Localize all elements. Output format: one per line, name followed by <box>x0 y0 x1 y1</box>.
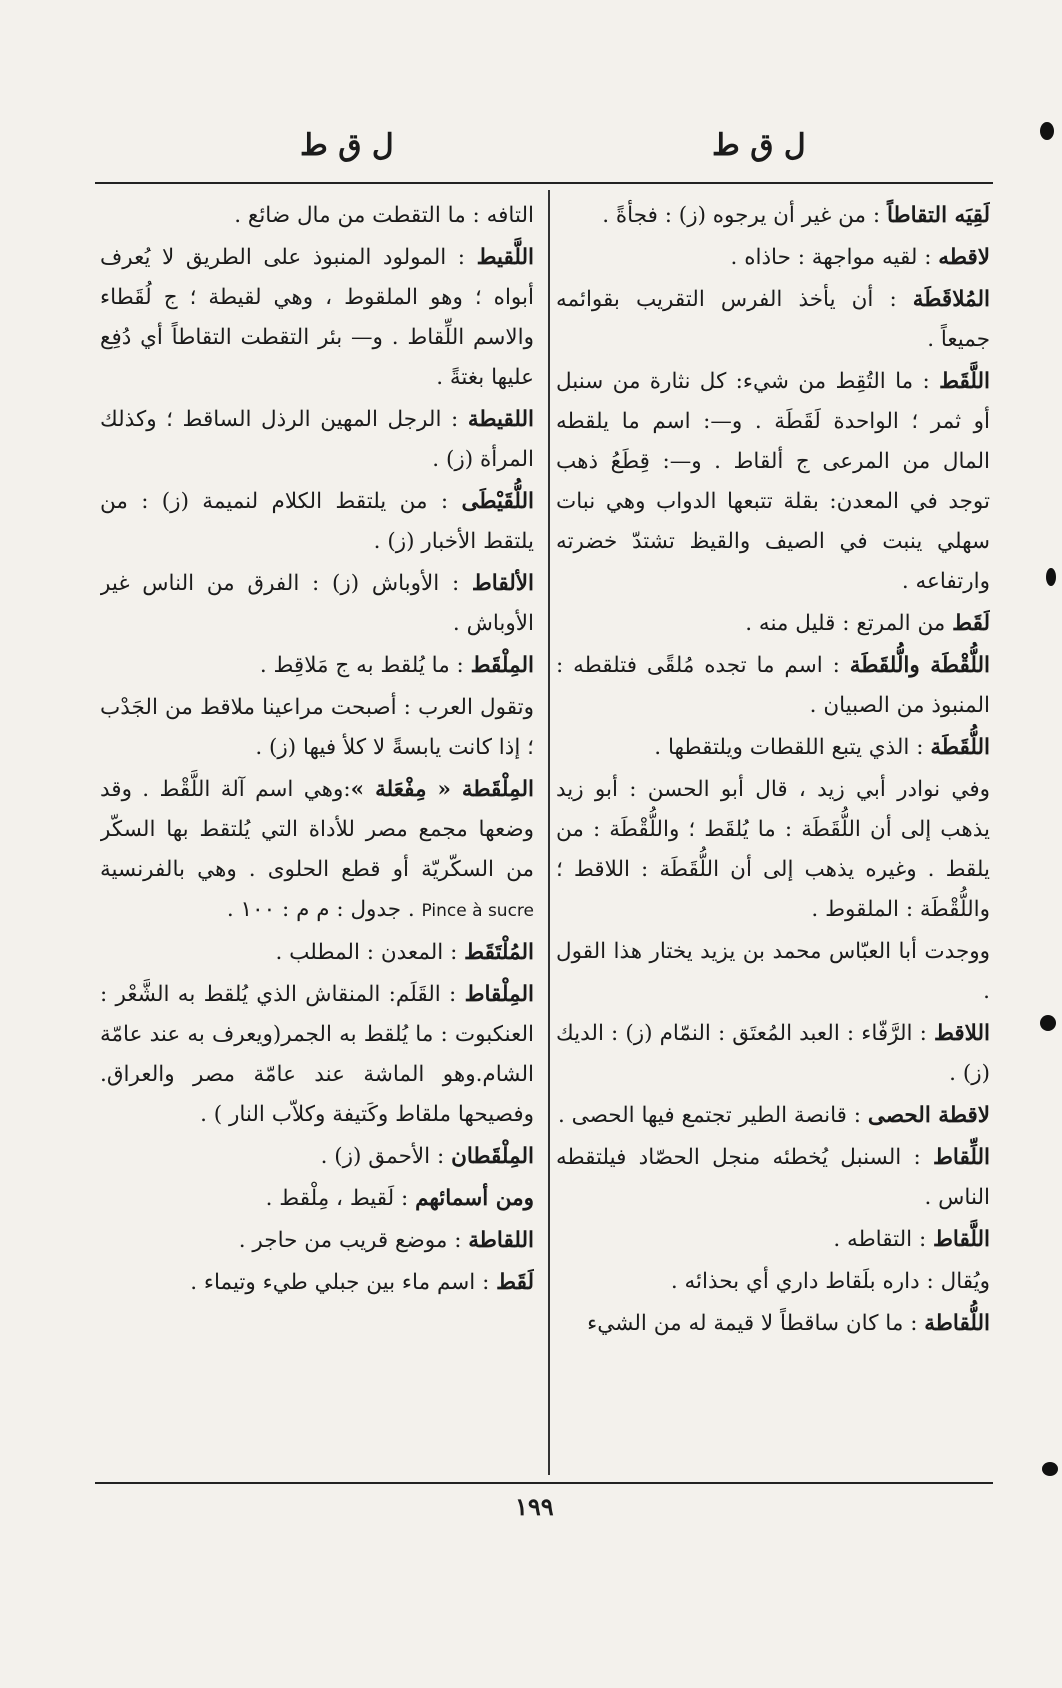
entry-text: وفي نوادر أبي زيد ، قال أبو الحسن : أبو زيد يذهب إلى أن اللُّقَطَة : ما يُلقَط ؛ واللُّقْطَة : من يلقط . وغيره يذهب إلى أن اللُّقَطَة : اللاقط ؛ واللُّقْطَة : الملقوط . <box>556 777 990 922</box>
entry <box>556 604 990 644</box>
entry <box>100 1179 534 1219</box>
entry-term: ومن أسمائهم <box>415 1186 534 1211</box>
entry-term: اللُّقَطَة <box>930 735 990 760</box>
entry-term: الألقاط <box>471 571 534 596</box>
entry-text: : أن يأخذ الفرس التقريب بقوائمه جميعاً . <box>556 287 990 352</box>
entry <box>556 362 990 602</box>
entry-term: لَقَط <box>496 1270 534 1295</box>
entry <box>556 196 990 236</box>
entry-term: المِلْقَطان <box>451 1144 534 1169</box>
entry-term: المُلاقَطَة <box>912 287 990 312</box>
entry <box>556 770 990 930</box>
entry-term: اللقاطة <box>468 1228 534 1253</box>
entry <box>556 238 990 278</box>
entry <box>100 975 534 1135</box>
entry-term: لاقطه <box>938 245 990 270</box>
entry-text: : الرجل المهين الرذل الساقط ؛ وكذلك المرأة (ز) . <box>100 407 534 472</box>
entry <box>100 400 534 480</box>
page-number: ١٩٩ <box>515 1492 554 1521</box>
entry <box>100 646 534 686</box>
entry-term: اللاقط <box>933 1021 990 1046</box>
entry-text: : من غير أن يرجوه (ز) : فجأةً . <box>602 203 887 228</box>
entry <box>556 1096 990 1136</box>
column-divider <box>548 190 550 1475</box>
entry-text: : ما التُقِط من شيء: كل نثارة من سنبل أو ثمر ؛ الواحدة لَقَطَة . و—: اسم ما يلقطه المال من المرعى ج ألقاط . و—: قِطَعُ ذهب توجد في المعدن: بقلة تتبعها الدواب وهي نبات سهلي ينبت في الصيف والقيظ تشتدّ خضرته وارتفاعه . <box>556 369 990 594</box>
entry-text: : لَقيط ، مِلْقط . <box>265 1186 416 1211</box>
entry <box>556 1014 990 1094</box>
entry-text: : اسم ما تجده مُلقًى فتلقطه : المنبوذ من الصبيان . <box>556 653 990 718</box>
entry <box>556 646 990 726</box>
entry <box>100 482 534 562</box>
entry-term: لَقَط <box>952 611 990 636</box>
entry-term: لاقطة الحصى <box>867 1103 990 1128</box>
entry <box>100 1137 534 1177</box>
entry-text: : المولود المنبوذ على الطريق لا يُعرف أبواه ؛ وهو الملقوط ، وهي لقيطة ؛ ج لُقَطاء والاسم اللِّقاط . و— بئر التقطت التقاطاً أي دُفِع عليها بغتةً . <box>100 245 534 390</box>
right-column <box>556 196 990 1476</box>
entry-text: : ما كان ساقطاً لا قيمة له من الشيء <box>587 1311 925 1336</box>
entry-term: المِلْقاط <box>464 982 534 1007</box>
entry-text: ويُقال : داره بلَقاط داري أي بحذائه . <box>670 1269 990 1294</box>
entry-text: : السنبل يُخطئه منجل الحصّاد فيلتقطه الناس . <box>556 1145 990 1210</box>
entry-term: اللُّقاطة <box>924 1311 990 1336</box>
entry <box>556 932 990 1012</box>
entry-term: اللَّقَط <box>939 369 990 394</box>
entry-text: : اسم ماء بين جبلي طيء وتيماء . <box>190 1270 497 1295</box>
entry-term: المُلْتَقَط <box>464 940 534 965</box>
entry-text: : الذي يتبع اللقطات ويلتقطها . <box>654 735 931 760</box>
scan-mark <box>1040 1015 1056 1031</box>
entry <box>100 770 534 931</box>
entry-text: : موضع قريب من حاجر . <box>238 1228 469 1253</box>
entry-text: : قانصة الطير تجتمع فيها الحصى . <box>558 1103 868 1128</box>
entry-term: اللُّقَيْطَى <box>461 489 534 514</box>
scan-mark <box>1040 122 1054 140</box>
entry <box>100 933 534 973</box>
entry-text: من المرتع : قليل منه . <box>745 611 953 636</box>
entry-term: اللقيطة <box>467 407 534 432</box>
entry-text: : القَلَم: المنقاش الذي يُلقط به الشَّعْر : العنكبوت : ما يُلقط به الجمر(ويعرف به عند عامّة الشام.وهو الماشة عند عامّة مصر والعراق. وفصيحها ملقاط وكَتيفة وكلاّب النار ) . <box>100 982 534 1127</box>
entry-text: : الأوباش (ز) : الفرق من الناس غير الأوباش . <box>100 571 534 636</box>
entry-text: :وهي اسم آلة اللَّقْط . وقد وضعها مجمع مصر للأداة التي يُلتقط بها السكّر من السكّريّة أو قطع الحلوى . وهي بالفرنسية <box>100 777 534 882</box>
scan-mark <box>1042 1462 1058 1476</box>
entry <box>556 280 990 360</box>
header-root-left: ل ق ط <box>300 128 394 163</box>
entry <box>556 1220 990 1260</box>
entry-text: وتقول العرب : أصبحت مراعينا ملاقط من الجَدْب ؛ إذا كانت يابسةً لا كلأ فيها (ز) . <box>100 695 534 760</box>
entry-term: لَقِيَه التقاطاً <box>886 203 990 228</box>
entry <box>556 1138 990 1218</box>
entry-term: اللَّقيط <box>476 245 534 270</box>
entry-term: اللُّقْطَة والُّلقَطَة <box>849 653 990 678</box>
entry-term: اللِّقاط <box>933 1145 990 1170</box>
entry-text: : الأحمق (ز) . <box>320 1144 452 1169</box>
header-root-right: ل ق ط <box>712 128 806 163</box>
entry <box>100 564 534 644</box>
french-term: Pince à sucre <box>421 901 534 921</box>
scan-mark <box>1046 568 1056 586</box>
entry <box>100 196 534 236</box>
entry <box>100 1263 534 1303</box>
entry-text: : المعدن : المطلب . <box>275 940 465 965</box>
entry <box>556 728 990 768</box>
entry-term: المِلْقَطة « مِفْعَلة » <box>350 777 534 802</box>
entry-text: التافه : ما التقطت من مال ضائع . <box>234 203 534 228</box>
entry-text: : من يلتقط الكلام لنميمة (ز) : من يلتقط الأخبار (ز) . <box>100 489 534 554</box>
entry <box>100 238 534 398</box>
entry-text: : الرَّفّاء : العبد المُعتَق : النمّام (ز) : الديك (ز) . <box>556 1021 990 1086</box>
left-column <box>100 196 534 1476</box>
header-rule <box>95 182 993 184</box>
entry-text: : لقيه مواجهة : حاذاه . <box>730 245 939 270</box>
entry-text: : التقاطه . <box>833 1227 934 1252</box>
entry-text: . جدول : م م : ١٠٠ . <box>226 897 422 922</box>
entry-term: المِلْقَط <box>470 653 534 678</box>
entry <box>556 1304 990 1344</box>
entry <box>100 688 534 768</box>
entry-text: ووجدت أبا العبّاس محمد بن يزيد يختار هذا القول . <box>556 939 990 1004</box>
entry <box>556 1262 990 1302</box>
entry-text: : ما يُلقط به ج مَلاقِط . <box>259 653 471 678</box>
entry <box>100 1221 534 1261</box>
footer-rule <box>95 1482 993 1484</box>
entry-term: اللَّقاط <box>933 1227 990 1252</box>
